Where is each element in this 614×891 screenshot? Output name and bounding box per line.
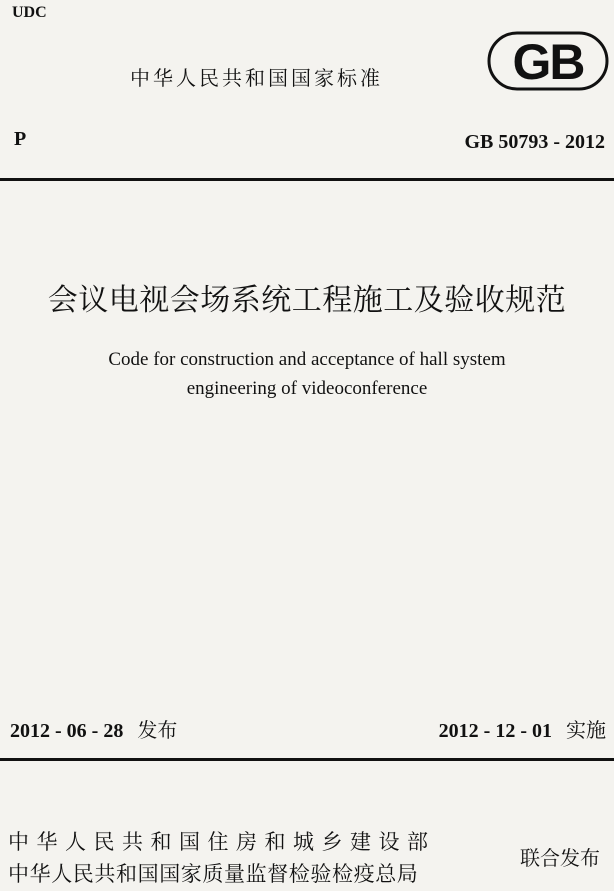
document-title-cn: 会议电视会场系统工程施工及验收规范 [47, 283, 567, 318]
standard-number: GB 50793 - 2012 [464, 131, 605, 153]
effective-date-block [439, 714, 606, 743]
joint-issue-label: 联合发布 [520, 846, 600, 870]
header-divider [0, 178, 614, 181]
issue-label: 发布 [137, 718, 178, 742]
classification-code: P [14, 128, 27, 150]
gb-logo [487, 31, 609, 91]
title-en-line1: Code for construction and acceptance of hall system [108, 349, 506, 370]
standard-type-title: 中华人民共和国国家标准 [130, 66, 383, 90]
issue-date-block [10, 714, 177, 743]
issue-date: 2012 - 06 - 28 [10, 720, 124, 742]
issuer-aqsiq: 中华人民共和国国家质量监督检验检疫总局 [8, 862, 419, 886]
effective-label: 实施 [566, 718, 606, 742]
footer-divider [0, 758, 614, 761]
document-title-en [0, 345, 614, 403]
issuer-ministry: 中华人民共和国住房和城乡建设部 [8, 830, 436, 854]
title-en-line2: engineering of videoconference [186, 378, 428, 399]
udc-label: UDC [12, 4, 47, 21]
gb-logo-text: GB [512, 34, 584, 90]
effective-date: 2012 - 12 - 01 [438, 720, 552, 742]
